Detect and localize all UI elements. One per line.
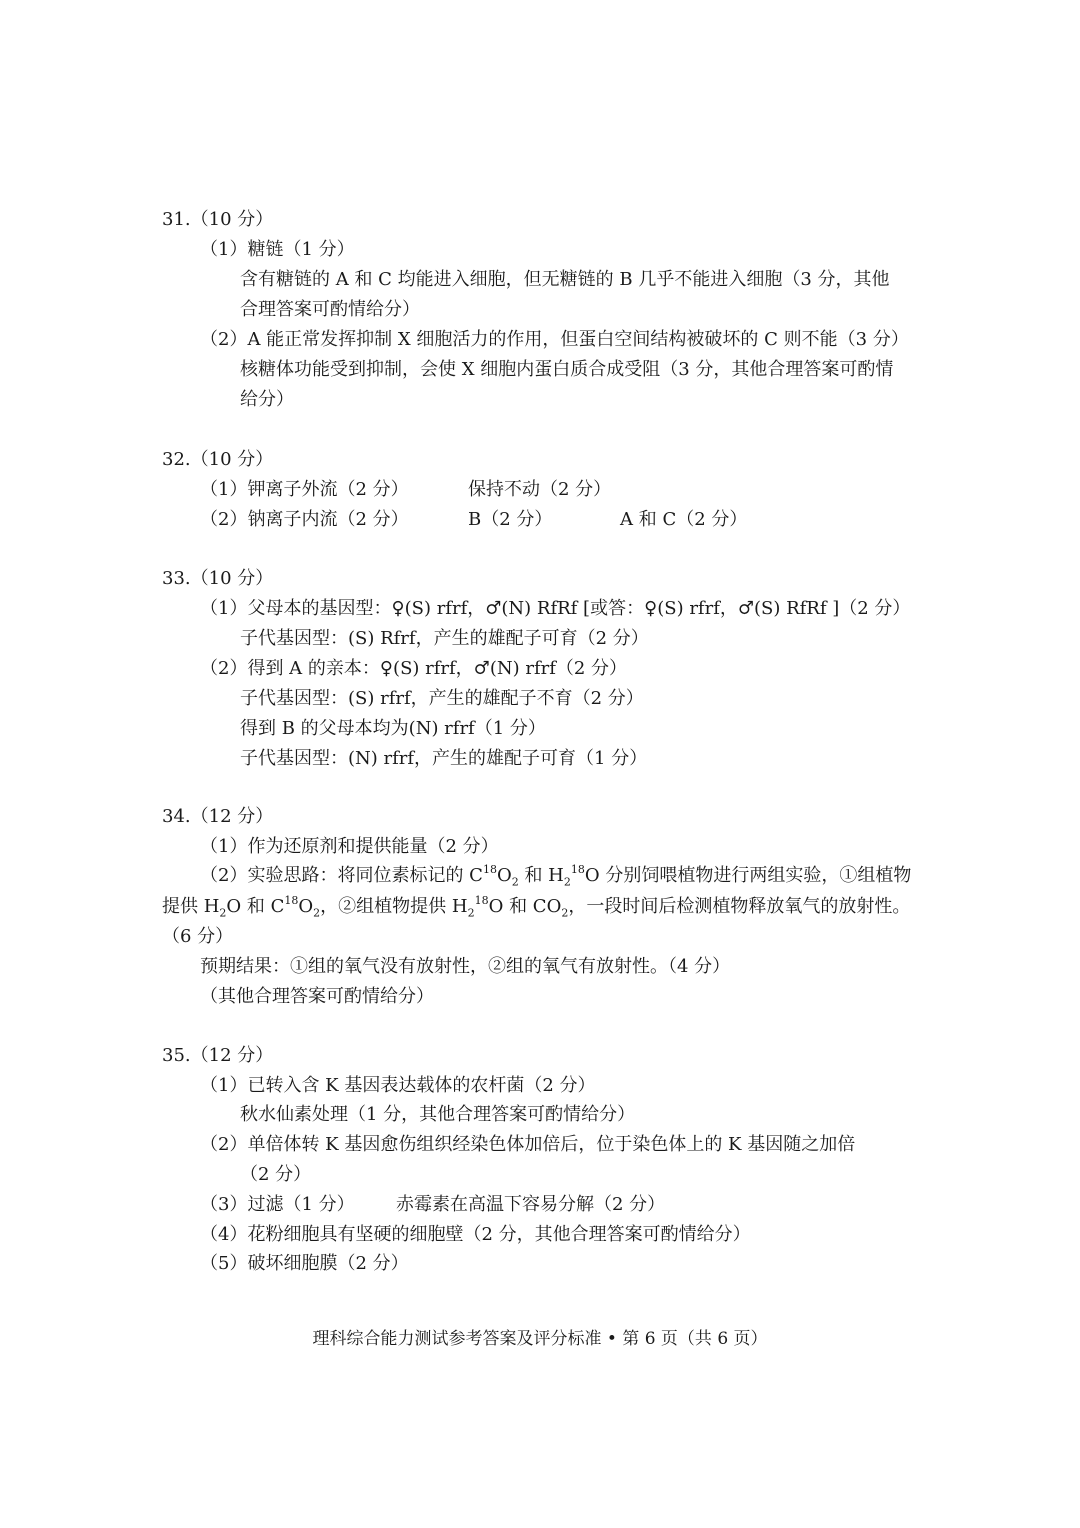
q35-part1-answer-b: 秋水仙素处理（1 分，其他合理答案可酌情给分）	[240, 1104, 636, 1125]
question-34-header: 34.（12 分）	[162, 806, 274, 827]
question-33-header: 33.（10 分）	[162, 568, 274, 589]
q31-part2-answer: （2）A 能正常发挥抑制 X 细胞活力的作用，但蛋白空间结构被破坏的 C 则不能（3 分）	[200, 329, 909, 350]
page-footer: 理科综合能力测试参考答案及评分标准 • 第 6 页（共 6 页）	[312, 1329, 768, 1349]
q33-part2-offspring-b: 子代基因型：(N) rfrf，产生的雄配子可育（1 分）	[240, 748, 648, 769]
q35-part4-answer: （4）花粉细胞具有坚硬的细胞壁（2 分，其他合理答案可酌情给分）	[200, 1224, 751, 1245]
q34-part2-score: （6 分）	[162, 926, 234, 947]
q32-part1-answer-a: （1）钾离子外流（2 分）	[200, 479, 409, 500]
question-32-header: 32.（10 分）	[162, 449, 274, 470]
q32-part2-answer-c: A 和 C（2 分）	[620, 509, 748, 530]
q33-part2-offspring-a: 子代基因型：(S) rfrf，产生的雄配子不育（2 分）	[240, 688, 644, 709]
q34-part2-experiment-idea-cont: 提供 $H_2O$ 和 $C^{18}O_2$，②组植物提供 $H_2^{18}O$ 和 $CO_2$，一段时间后检测植物释放氧气的放射性。	[162, 894, 911, 920]
q35-part2-answer: （2）单倍体转 K 基因愈伤组织经染色体加倍后，位于染色体上的 K 基因随之加倍	[200, 1134, 856, 1155]
q35-part1-answer: （1）已转入含 K 基因表达载体的农杆菌（2 分）	[200, 1075, 596, 1096]
q31-part1-explanation-cont: 合理答案可酌情给分）	[240, 299, 420, 320]
q31-part2-explanation-cont: 给分）	[240, 389, 294, 410]
q34-part2-expected-result: 预期结果：①组的氧气没有放射性，②组的氧气有放射性。（4 分）	[200, 956, 731, 977]
q32-part2-answer-b: B（2 分）	[468, 509, 553, 530]
question-31-header: 31.（10 分）	[162, 209, 274, 230]
q31-part1-answer: （1）糖链（1 分）	[200, 239, 355, 260]
q35-part5-answer: （5）破坏细胞膜（2 分）	[200, 1253, 409, 1274]
q34-part2-experiment-idea: （2）实验思路：将同位素标记的 $C^{18}O_2$ 和 $H_2^{18}O$ 分别饲喂植物进行两组实验，①组植物	[200, 863, 912, 889]
q35-part2-score: （2 分）	[240, 1164, 312, 1185]
q33-part2-parents-b: 得到 B 的父母本均为(N) rfrf（1 分）	[240, 718, 546, 739]
q33-part1-offspring: 子代基因型：(S) Rfrf，产生的雄配子可育（2 分）	[240, 628, 649, 649]
question-35-header: 35.（12 分）	[162, 1045, 274, 1066]
q35-part3-answer-a: （3）过滤（1 分）	[200, 1194, 355, 1215]
q34-part2-note: （其他合理答案可酌情给分）	[200, 986, 434, 1007]
q35-part3-answer-b: 赤霉素在高温下容易分解（2 分）	[396, 1194, 666, 1215]
q32-part1-answer-b: 保持不动（2 分）	[468, 479, 612, 500]
q31-part2-explanation: 核糖体功能受到抑制，会使 X 细胞内蛋白质合成受阻（3 分，其他合理答案可酌情	[240, 359, 894, 380]
q33-part2-parents-a: （2）得到 A 的亲本：♀(S) rfrf，♂(N) rfrf（2 分）	[200, 658, 628, 679]
q34-part1-answer: （1）作为还原剂和提供能量（2 分）	[200, 836, 499, 857]
q33-part1-genotypes: （1）父母本的基因型：♀(S) rfrf，♂(N) RfRf [或答：♀(S) rfrf，♂(S) RfRf ]（2 分）	[200, 598, 911, 619]
q32-part2-answer-a: （2）钠离子内流（2 分）	[200, 509, 409, 530]
q31-part1-explanation: 含有糖链的 A 和 C 均能进入细胞，但无糖链的 B 几乎不能进入细胞（3 分，其他	[240, 269, 890, 290]
